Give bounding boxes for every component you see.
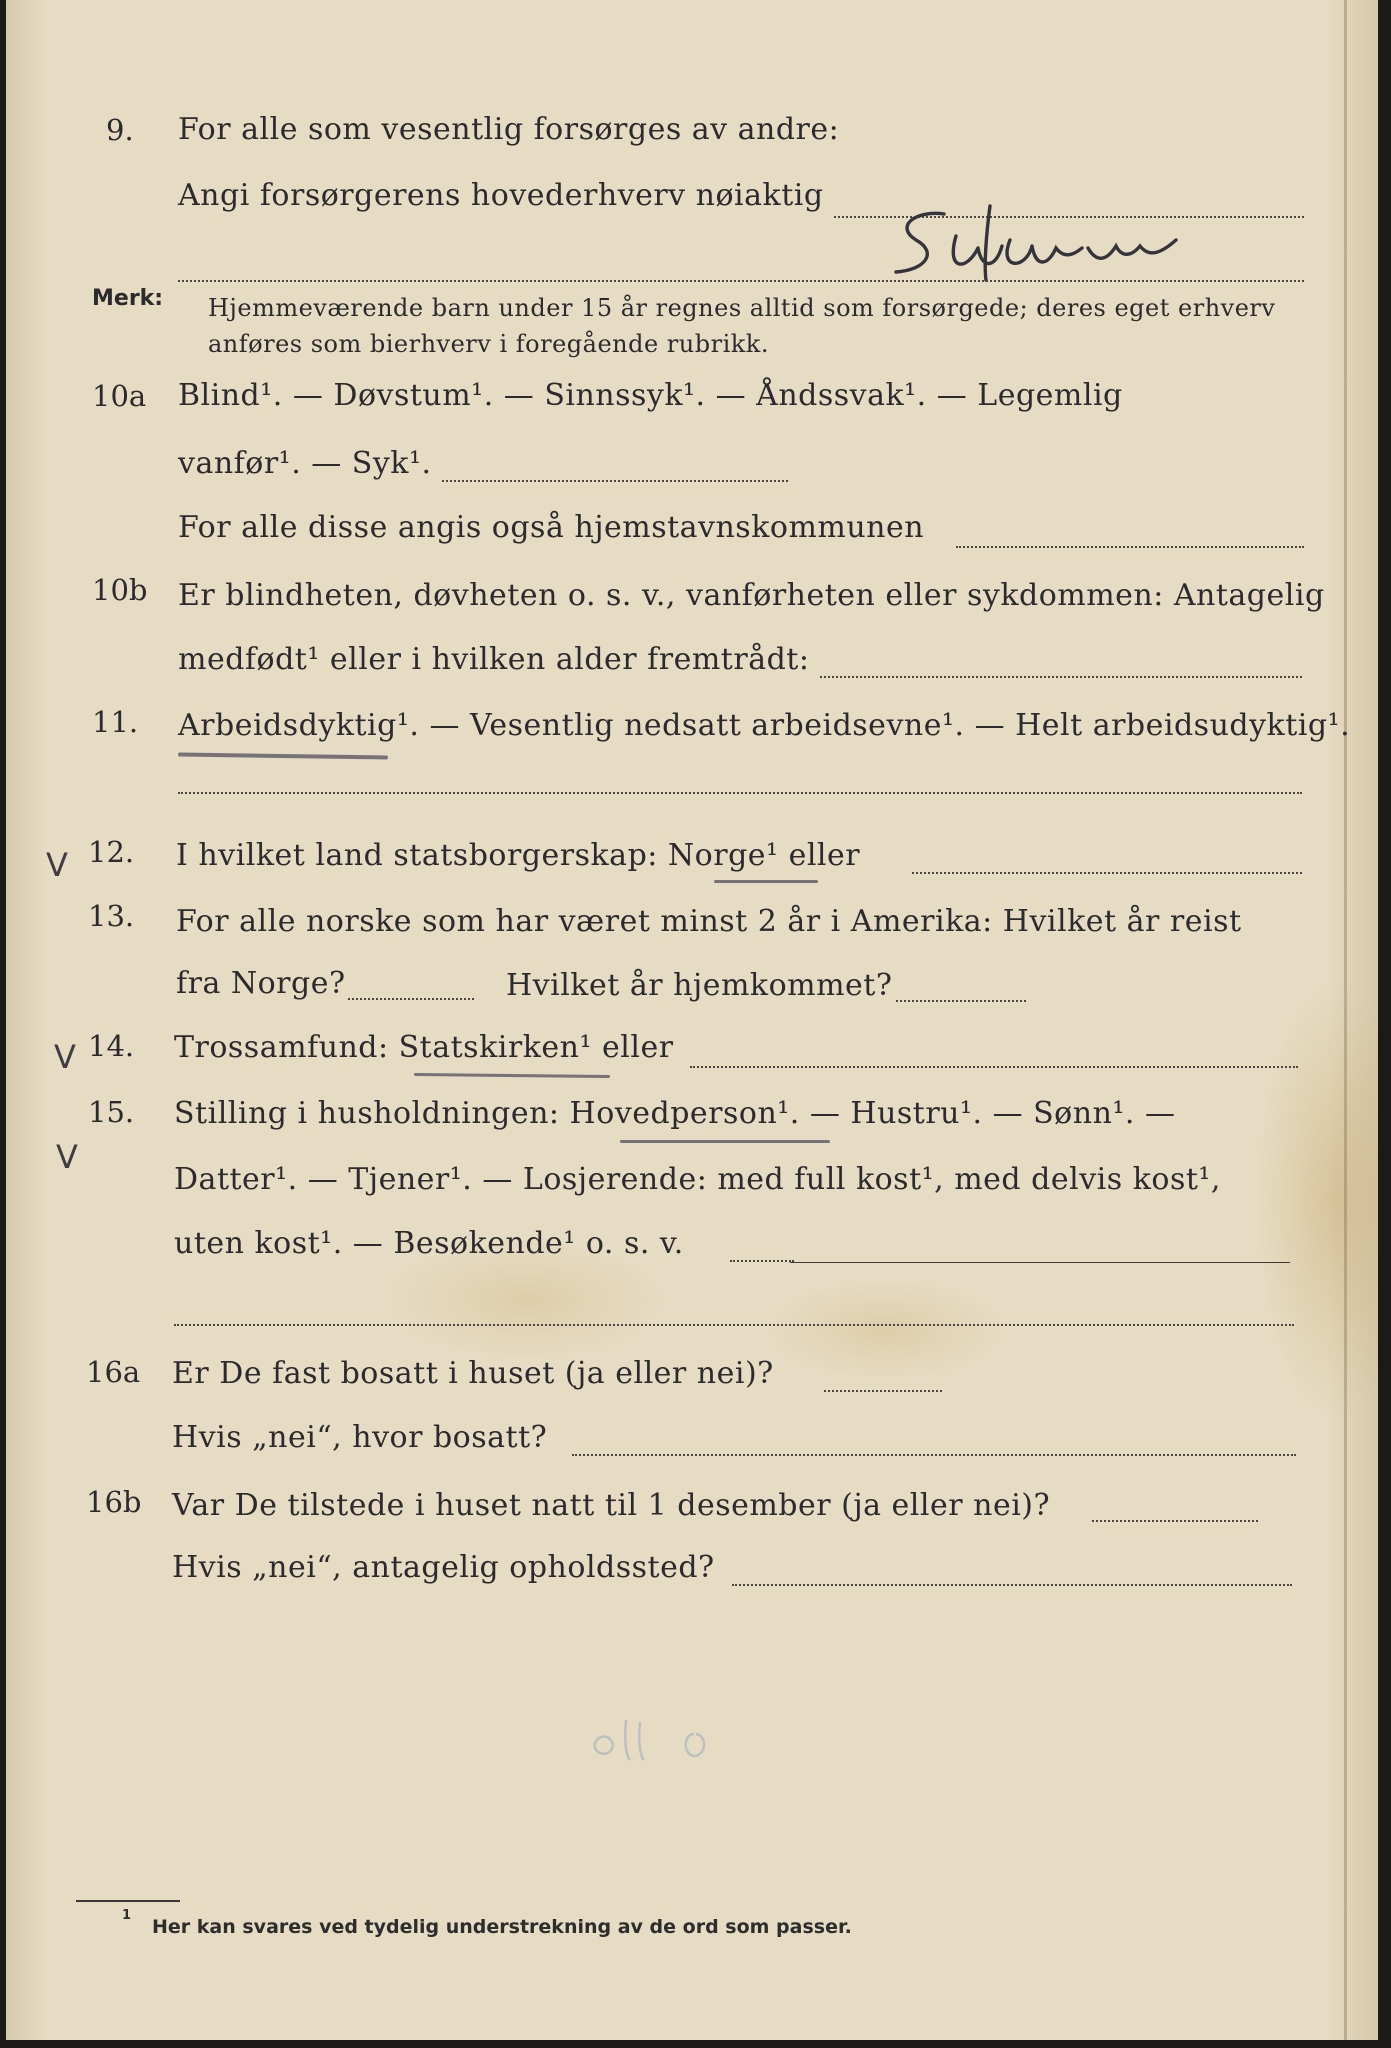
q10a-line2: vanfør¹. — Syk¹. [178,446,432,481]
footnote-rule [76,1900,180,1902]
q16b-number: 16b [86,1485,142,1519]
q15-line3: uten kost¹. — Besøkende¹ o. s. v. [174,1226,684,1261]
q14-line1: Trossamfund: Statskirken¹ eller [174,1030,674,1065]
q13-line1: For alle norske som har været minst 2 år i Amerika: Hvilket år reist [176,904,1242,939]
page-fold [1344,0,1347,2040]
q15-line1: Stilling i husholdningen: Hovedperson¹. — Hustru¹. — Sønn¹. — [174,1096,1176,1131]
q10b-answer-line [820,676,1302,678]
q16b-line2: Hvis „nei“, antagelig opholdssted? [172,1550,715,1585]
q15-check-mark: V [56,1138,78,1176]
q10a-line3: For alle disse angis også hjemstavnskommunen [178,510,925,545]
merk-line1: Hjemmeværende barn under 15 år regnes alltid som forsørgede; deres eget erhverv [208,294,1276,322]
q16b-answer-line [1092,1520,1258,1522]
q9-line2: Angi forsørgerens hovederhverv nøiaktig [178,178,824,213]
q15-answer-line [790,1262,1290,1263]
merk-line2: anføres som bierhverv i foregående rubrikk. [208,330,769,358]
q13-line2b: Hvilket år hjemkommet? [506,968,893,1003]
q10a-line1: Blind¹. — Døvstum¹. — Sinnssyk¹. — Åndssvak¹. — Legemlig [178,378,1123,413]
q15-dotted-lead [730,1260,794,1262]
q14-answer-line [690,1066,1298,1068]
q15-line2: Datter¹. — Tjener¹. — Losjerende: med full kost¹, med delvis kost¹, [174,1162,1221,1197]
q11-number: 11. [92,705,139,739]
q13-hjemkommet-answer-line [896,1000,1026,1002]
q16b-opholdssted-answer-line [732,1584,1292,1586]
footnote-text: Her kan svares ved tydelig understrekning av de ord som passer. [152,1916,852,1938]
q14-number: 14. [88,1029,135,1063]
q16a-number: 16a [86,1355,141,1389]
q10b-number: 10b [92,573,148,607]
q10a-syk-answer-line [442,480,788,482]
q12-ink-underline [714,880,818,883]
q16a-bosatt-answer-line [572,1454,1296,1456]
q13-number: 13. [88,899,135,933]
q9-line1: For alle som vesentlig forsørges av andre: [178,112,840,147]
q11-line1: Arbeidsdyktig¹. — Vesentlig nedsatt arbeidsevne¹. — Helt arbeidsudyktig¹. [178,708,1351,743]
faint-pencil-mark [576,1700,736,1770]
q10b-line1: Er blindheten, døvheten o. s. v., vanførheten eller sykdommen: Antagelig [178,578,1325,613]
q16b-line1: Var De tilstede i huset natt til 1 desember (ja eller nei)? [172,1488,1051,1523]
merk-label: Merk: [92,286,164,311]
q15-second-answer-line [174,1324,1294,1326]
q12-check-mark: V [46,846,68,884]
q16a-answer-line [824,1390,942,1392]
q9-number: 9. [106,113,134,147]
q15-ink-underline [620,1140,830,1143]
q14-ink-underline [414,1073,610,1078]
q9-second-line [178,280,1304,282]
q16a-line2: Hvis „nei“, hvor bosatt? [172,1420,548,1455]
footnote-marker: 1 [122,1908,132,1923]
q10a-kommune-answer-line [956,546,1304,548]
q16a-line1: Er De fast bosatt i huset (ja eller nei)? [172,1356,774,1391]
q10b-line2: medfødt¹ eller i hvilken alder fremtrådt: [178,642,810,677]
q13-line2a: fra Norge? [176,966,346,1001]
q10a-number: 10a [92,379,147,413]
q11-ink-underline [178,753,388,760]
handwritten-answer-signature [886,196,1226,286]
q13-reist-answer-line [348,998,474,1000]
q11-answer-line [178,792,1302,794]
q14-check-mark: V [54,1038,76,1076]
q15-number: 15. [88,1095,135,1129]
q12-answer-line [912,872,1302,874]
census-form-page [6,0,1378,2040]
q12-number: 12. [88,835,135,869]
q12-line1: I hvilket land statsborgerskap: Norge¹ eller [176,838,861,873]
